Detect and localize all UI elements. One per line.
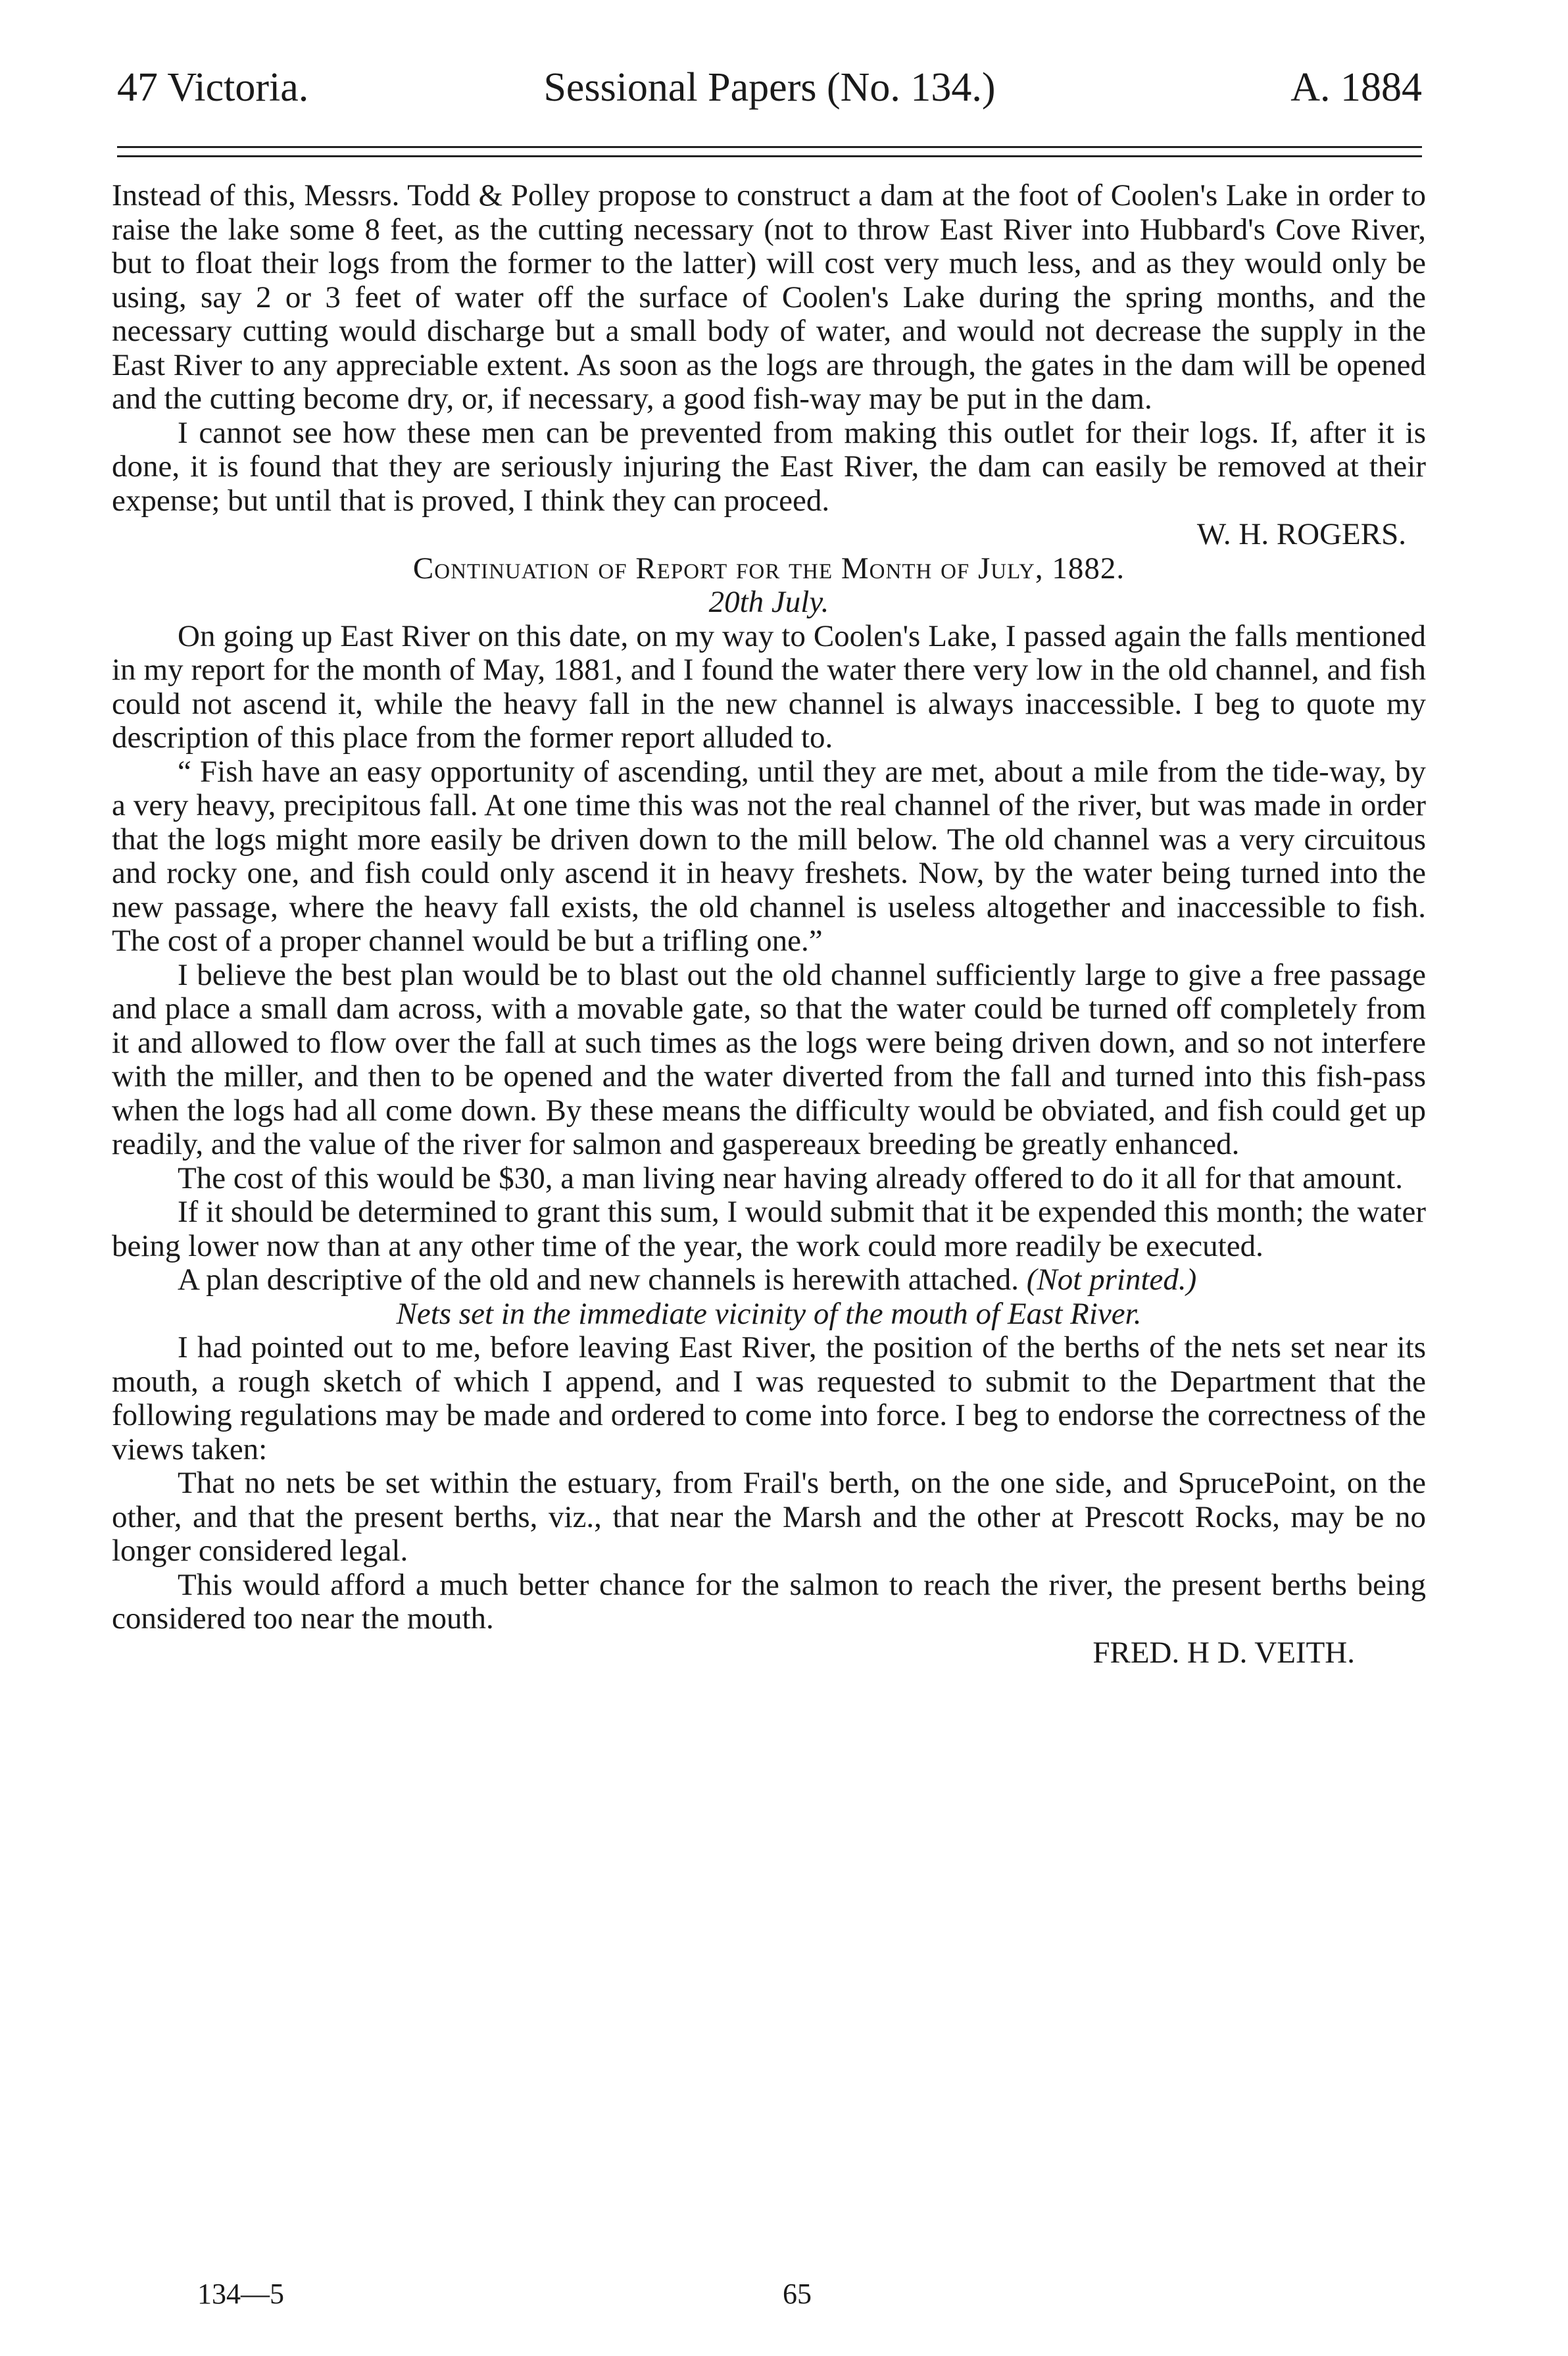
paragraph: The cost of this would be $30, a man living near having already offered to do it all for that amount. — [178, 1161, 1403, 1195]
header-title: Sessional Papers (No. 134.) — [543, 65, 996, 110]
paragraph: I had pointed out to me, before leaving East River, the position of the berths of the nets set near its mouth, a rough sketch of which I append, and I was requested to submit to the Department that the following regulations may be made and ordered to come into force. I beg to endorse the correctness of the views taken: — [112, 1330, 1426, 1466]
header-rule-top — [117, 146, 1422, 148]
paragraph: I cannot see how these men can be prevented from making this outlet for their logs. If, after it is done, it is found that they are seriously injuring the East River, the dam can easily be removed at their expense; but until that is proved, I think they can proceed. — [112, 415, 1426, 518]
paragraph: I believe the best plan would be to blast out the old channel sufficiently large to give a free passage and place a small dam across, with a movable gate, so that the water could be turned off completely from it and allowed to flow over the fall at such times as the logs were being driven down, and so not interfere with the miller, and then to be opened and the water diverted from the fall and turned into this fish-pass when the logs had all come down. By these means the difficulty would be obviated, and fish could get up readily, and the value of the river for salmon and gaspereaux breeding be greatly enhanced. — [112, 957, 1426, 1161]
paragraph: On going up East River on this date, on my way to Coolen's Lake, I passed again the falls mentioned in my report for the month of May, 1881, and I found the water there very low in the old channel, and fish could not ascend it, while the heavy fall in the new channel is always inaccessible. I beg to quote my description of this place from the former report alluded to. — [112, 618, 1426, 755]
signature-rogers: W. H. ROGERS. — [1196, 517, 1406, 551]
header-session: 47 Victoria. — [117, 65, 309, 110]
plan-note: (Not printed.) — [1026, 1263, 1197, 1297]
page-footer — [197, 2271, 1315, 2317]
paragraph: If it should be determined to grant this sum, I would submit that it be expended this month; the water being lower now than at any other time of the year, the work could more readily be executed. — [112, 1195, 1426, 1263]
paragraph: This would afford a much better chance for the salmon to reach the river, the present berths being considered too near the mouth. — [112, 1567, 1426, 1636]
header-rule-bottom — [117, 155, 1422, 157]
section-date: 20th July. — [708, 585, 829, 619]
document-body — [112, 179, 1426, 1670]
footer-signature-mark: 134—5 — [197, 2278, 284, 2310]
page-header — [117, 58, 1422, 117]
page-number: 65 — [783, 2278, 812, 2310]
section-heading: Continuation of Report for the Month of July, 1882. — [412, 551, 1125, 586]
plan-sentence: A plan descriptive of the old and new channels is herewith attached. — [178, 1263, 1019, 1297]
header-year: A. 1884 — [1290, 65, 1422, 110]
quoted-paragraph: “ Fish have an easy opportunity of ascending, until they are met, about a mile from the tide-way, by a very heavy, precipitous fall. At one time this was not the real channel of the river, but was made in order that the logs might more easily be driven down to the mill below. The old channel was a very circuitous and rocky one, and fish could only ascend it in heavy freshets. Now, by the water being turned into the new passage, where the heavy fall exists, the old channel is useless altogether and inaccessible to fish. The cost of a proper channel would be but a trifling one.” — [112, 754, 1426, 958]
plan-paragraph — [112, 1263, 1426, 1297]
subheading: Nets set in the immediate vicinity of the mouth of East River. — [396, 1296, 1142, 1331]
paragraph: That no nets be set within the estuary, from Frail's berth, on the one side, and SprucePoint, on the other, and that the present berths, viz., that near the Marsh and the other at Prescott Rocks, may be no longer considered legal. — [112, 1466, 1426, 1568]
signature-veith: FRED. H D. VEITH. — [1092, 1635, 1355, 1670]
paragraph: Instead of this, Messrs. Todd & Polley propose to construct a dam at the foot of Coolen's Lake in order to raise the lake some 8 feet, as the cutting necessary (not to throw East River into Hubbard's Cove River, but to float their logs from the former to the latter) will cost very much less, and as they would only be using, say 2 or 3 feet of water off the surface of Coolen's Lake during the spring months, and the necessary cutting would discharge but a small body of water, and would not decrease the supply in the East River to any appreciable extent. As soon as the logs are through, the gates in the dam will be opened and the cutting become dry, or, if necessary, a good fish-way may be put in the dam. — [112, 178, 1426, 416]
